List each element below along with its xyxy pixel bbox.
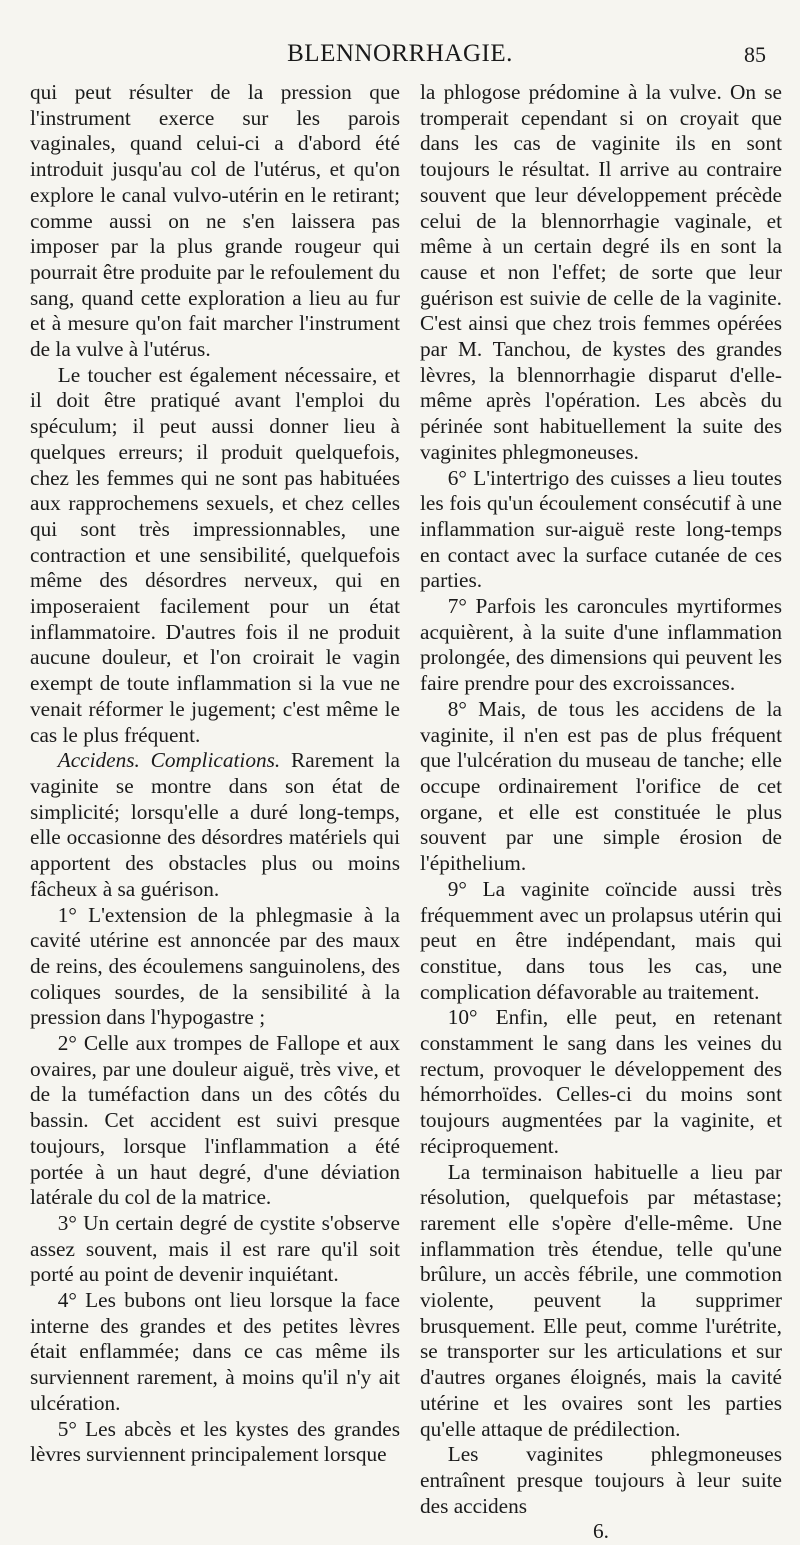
signature-mark: 6. <box>593 1519 609 1544</box>
paragraph: La terminaison habituelle a lieu par résolution, quelquefois par métastase; rarement elle s'opère d'elle-même. Une inflammation très étendue, telle qu'une brûlure, un accès fébrile, une commotion violente, peuvent la supprimer brusquement. Elle peut, comme l'urétrite, se transporter sur les articulations et sur d'autres organes éloignés, mais la cavité utérine et les ovaires sont les parties qu'elle attaque de prédilection. <box>420 1159 782 1441</box>
paragraph: 10° Enfin, elle peut, en retenant constamment le sang dans les veines du rectum, provoquer le développement des hémorrhoïdes. Celles-ci du moins sont toujours augmentées par la vaginite, et réciproquement. <box>420 1005 782 1158</box>
paragraph-text: Rarement la vaginite se montre dans son état de simplicité; lorsqu'elle a duré long-temps, elle occasionne des désordres matériels qui apportent des obstacles plus ou moins fâcheux à sa guérison. <box>30 748 401 901</box>
paragraph: 9° La vaginite coïncide aussi très fréquemment avec un prolapsus utérin qui peut en être indépendant, mais qui constitue, dans tous les cas, une complication défavorable au traitement. <box>420 876 782 1004</box>
paragraph <box>30 748 400 902</box>
section-heading: Accidens. Complications. <box>57 748 281 773</box>
paragraph: 6° L'intertrigo des cuisses a lieu toutes les fois qu'un écoulement consécutif à une inflammation sur-aiguë reste long-temps en contact avec la surface cutanée de ces parties. <box>420 465 782 593</box>
paragraph: la phlogose prédomine à la vulve. On se tromperait cependant si on croyait que dans les cas de vaginite ils en sont toujours le résultat. Il arrive au contraire souvent que leur développement précède celui de la blennorrhagie vaginale, et même à un certain degré ils en sont la cause et non l'effet; de sorte que leur guérison est suivie de celle de la vaginite. C'est ainsi que chez trois femmes opérées par M. Tanchou, de kystes des grandes lèvres, la blennorrhagie disparut d'elle-même après l'opération. Les abcès du périnée sont habituellement la suite des vaginites phlegmoneuses. <box>420 80 782 464</box>
right-column <box>420 80 782 1545</box>
paragraph: 4° Les bubons ont lieu lorsque la face interne des grandes et des petites lèvres était enflammée; dans ce cas même ils surviennent rarement, à moins qu'il n'y ait ulcération. <box>30 1288 400 1415</box>
page-header <box>0 40 800 80</box>
paragraph: Les vaginites phlegmoneuses entraînent presque toujours à leur suite des accidens <box>420 1442 782 1518</box>
paragraph: 5° Les abcès et les kystes des grandes lèvres surviennent principalement lorsque <box>30 1416 400 1467</box>
paragraph: qui peut résulter de la pression que l'instrument exerce sur les parois vaginales, quand celui-ci a d'abord été introduit jusqu'au col de l'utérus, et qu'on explore le canal vulvo-utérin en le retirant; comme aussi on ne s'en laissera pas imposer par la plus grande rougeur qui pourrait être produite par le refoulement du sang, quand cette exploration a lieu au fur et à mesure qu'on fait marcher l'instrument de la vulve à l'utérus. <box>30 80 400 362</box>
paragraph: 3° Un certain degré de cystite s'observe assez souvent, mais il est rare qu'il soit porté au point de devenir inquiétant. <box>30 1210 400 1287</box>
page-number: 85 <box>744 42 766 67</box>
paragraph: 1° L'extension de la phlegmasie à la cavité utérine est annoncée par des maux de reins, des écoulemens sanguinolens, des coliques sourdes, de la sensibilité à la pression dans l'hypogastre ; <box>30 902 400 1030</box>
left-column <box>30 80 400 1468</box>
paragraph: 8° Mais, de tous les accidens de la vaginite, il n'en est pas de plus fréquent que l'ulcération du museau de tanche; elle occupe ordinairement l'orifice de cet organe, et elle est constituée le plus souvent par une simple érosion de l'épithelium. <box>420 696 782 876</box>
paragraph: Le toucher est également nécessaire, et il doit être pratiqué avant l'emploi du spéculum; il peut aussi donner lieu à quelques erreurs; il produit quelquefois, chez les femmes qui ne sont pas habituées aux rapprochemens sexuels, et chez celles qui sont très impressionnables, une contraction et une sensibilité, quelquefois même des désordres nerveux, qui en imposeraient facilement pour un état inflammatoire. D'autres fois il ne produit aucune douleur, et l'on croirait le vagin exempt de toute inflammation si la vue ne venait réformer le jugement; c'est même le cas le plus fréquent. <box>30 362 400 747</box>
paragraph: 2° Celle aux trompes de Fallope et aux ovaires, par une douleur aiguë, très vive, et de la tuméfaction dans un des côtés du bassin. Cet accident est suivi presque toujours, lorsque l'inflammation a été portée à un haut degré, d'une déviation latérale du col de la matrice. <box>30 1031 400 1210</box>
paragraph: 7° Parfois les caroncules myrtiformes acquièrent, à la suite d'une inflammation prolongée, des dimensions qui peuvent les faire prendre pour des excroissances. <box>420 594 782 696</box>
running-title: BLENNORRHAGIE. <box>287 40 513 67</box>
